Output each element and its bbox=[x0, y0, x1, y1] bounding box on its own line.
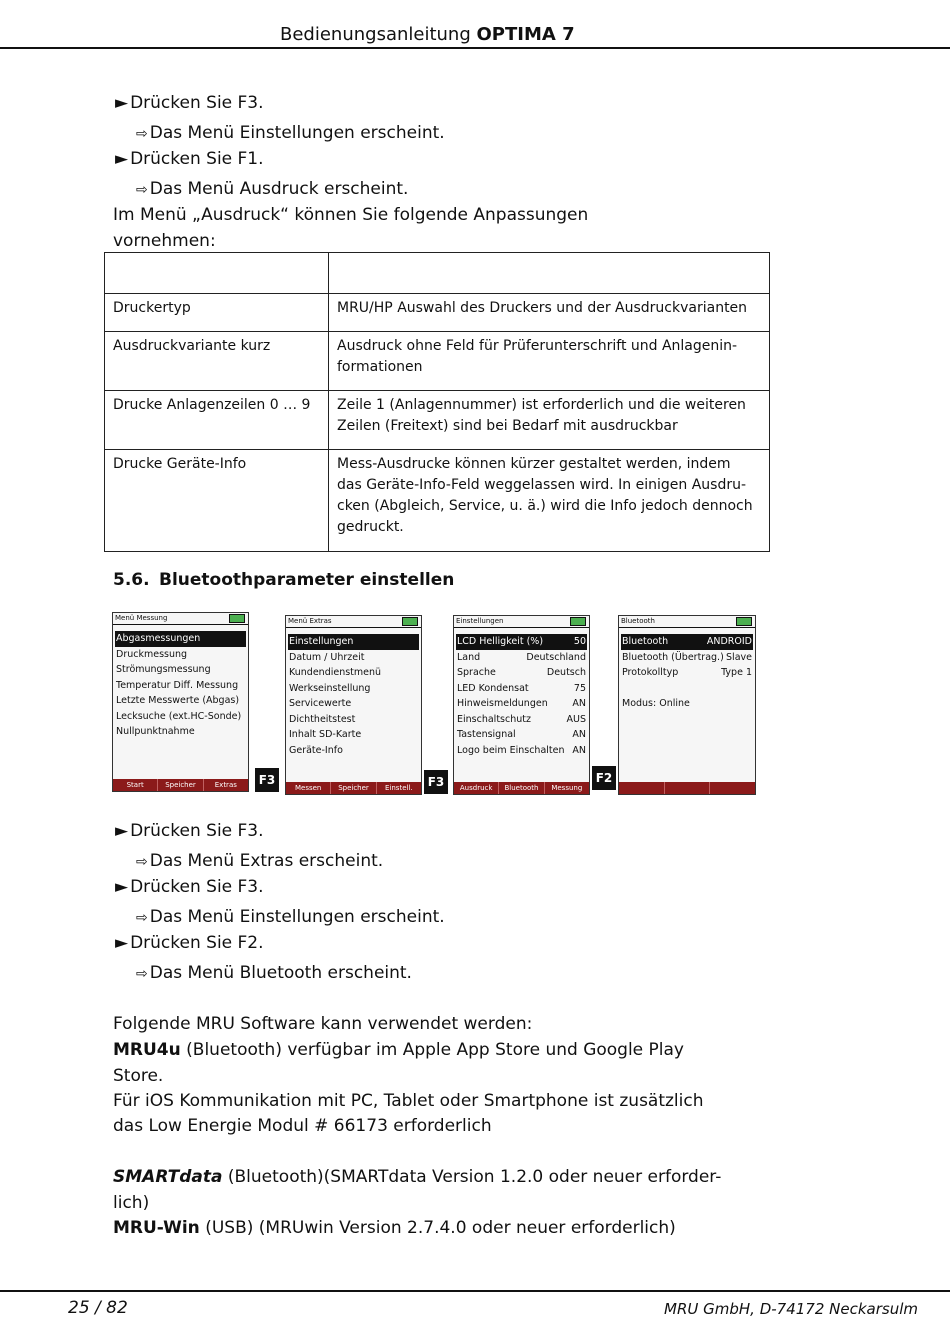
software-ios-line: das Low Energie Modul # 66173 erforderlich bbox=[113, 1116, 492, 1136]
screen-menu-item[interactable]: Sprache Deutsch bbox=[457, 667, 586, 678]
table-header-row bbox=[105, 253, 770, 294]
screen-menu-item[interactable]: Datum / Uhrzeit bbox=[289, 651, 365, 663]
softkey-einstell[interactable]: Einstell. bbox=[376, 782, 421, 794]
softkey-messen[interactable]: Messen bbox=[294, 784, 322, 792]
software-ios-line: Für iOS Kommunikation mit PC, Tablet oder Smartphone ist zusätzlich bbox=[113, 1091, 704, 1111]
table-header-cell bbox=[329, 253, 770, 294]
softkey-bar bbox=[454, 782, 589, 794]
arrow-right-icon: ► bbox=[115, 149, 129, 169]
screen-menu-list bbox=[456, 634, 587, 758]
software-intro: Folgende MRU Software kann verwendet werden: bbox=[113, 1014, 533, 1034]
intro-line: Im Menü „Ausdruck“ können Sie folgende Anpassungen bbox=[113, 205, 589, 225]
battery-icon bbox=[229, 614, 245, 623]
screen-menu-item[interactable]: Einschaltschutz AUS bbox=[457, 713, 586, 725]
hollow-arrow-icon: ⇨ bbox=[136, 854, 148, 870]
screen-divider bbox=[113, 624, 248, 625]
header-title bbox=[280, 24, 575, 45]
screen-status-item: Modus: Online bbox=[622, 698, 690, 709]
table-row bbox=[105, 332, 770, 391]
screen-menu-list bbox=[621, 634, 753, 712]
f3-key-badge: F3 bbox=[424, 770, 448, 794]
battery-icon bbox=[736, 617, 752, 626]
screen-menu-item[interactable]: Strömungsmessung bbox=[116, 664, 211, 675]
intro-line: vornehmen: bbox=[113, 231, 216, 251]
step-result: ⇨ Das Menü Einstellungen erscheint. bbox=[136, 123, 445, 143]
softkey-empty[interactable] bbox=[619, 782, 664, 794]
arrow-right-icon: ► bbox=[115, 933, 129, 953]
param-name: Drucke Anlagenzeilen 0 … 9 bbox=[105, 391, 329, 450]
section-number: 5.6. bbox=[113, 570, 150, 590]
screen-menu-item[interactable]: Dichtheitstest bbox=[289, 713, 356, 725]
screen-menu-list bbox=[115, 631, 246, 740]
screen-menu-item bbox=[621, 681, 753, 697]
step-action: ► Drücken Sie F2. bbox=[115, 933, 264, 953]
screen-menu-item[interactable]: Tastensignal AN bbox=[457, 729, 586, 740]
step-result: ⇨ Das Menü Extras erscheint. bbox=[136, 851, 384, 871]
screen-menu-item[interactable]: Druckmessung bbox=[116, 648, 188, 660]
softkey-ausdruck[interactable]: Ausdruck bbox=[459, 784, 493, 792]
arrow-right-icon: ► bbox=[115, 821, 129, 841]
param-desc: MRU/HP Auswahl des Druckers und der Ausdruckvarianten bbox=[329, 294, 770, 332]
softkey-bar bbox=[619, 782, 755, 794]
screen-menu-list bbox=[288, 634, 419, 758]
software-mru4u: MRU4u (Bluetooth) verfügbar im Apple App Store und Google Play bbox=[113, 1040, 684, 1060]
header-title-product: OPTIMA 7 bbox=[476, 24, 575, 45]
softkey-extras[interactable]: Extras bbox=[203, 779, 248, 791]
param-name: Drucke Geräte-Info bbox=[105, 450, 329, 552]
step-result: ⇨ Das Menü Einstellungen erscheint. bbox=[136, 907, 445, 927]
battery-icon bbox=[570, 617, 586, 626]
softkey-speicher[interactable]: Speicher bbox=[157, 779, 202, 791]
table-row bbox=[105, 294, 770, 332]
param-desc: Mess-Ausdrucke können kürzer gestaltet werden, indem das Geräte-Info-Feld weggelassen wird. In einigen Ausdru- cken (Abgleich, Service, u. ä.) wird die Info jedoch dennoch gedruckt. bbox=[329, 450, 770, 552]
softkey-empty[interactable] bbox=[709, 782, 755, 794]
screen-menu-item[interactable]: LED Kondensat 75 bbox=[457, 682, 586, 694]
param-desc: Ausdruck ohne Feld für Prüferunterschrift und Anlagenin- formationen bbox=[329, 332, 770, 391]
screen-menu-item[interactable]: LCD Helligkeit (%) 50 bbox=[456, 634, 587, 650]
step-result: ⇨ Das Menü Ausdruck erscheint. bbox=[136, 179, 409, 199]
softkey-bar bbox=[286, 782, 421, 794]
screen-menu-item[interactable]: Hinweismeldungen AN bbox=[457, 698, 586, 709]
device-screen-einstellungen bbox=[453, 615, 590, 795]
param-name: Ausdruckvariante kurz bbox=[105, 332, 329, 391]
arrow-right-icon: ► bbox=[115, 93, 129, 113]
device-screen-bluetooth bbox=[618, 615, 756, 795]
hollow-arrow-icon: ⇨ bbox=[136, 910, 148, 926]
step-action: ► Drücken Sie F3. bbox=[115, 821, 264, 841]
header-rule bbox=[0, 47, 950, 49]
device-screen-messung bbox=[112, 612, 249, 792]
section-title: Bluetoothparameter einstellen bbox=[159, 570, 455, 590]
screen-divider bbox=[286, 627, 421, 628]
f2-key-badge: F2 bbox=[592, 766, 616, 790]
battery-icon bbox=[402, 617, 418, 626]
table-row bbox=[105, 391, 770, 450]
footer-rule bbox=[0, 1290, 950, 1292]
softkey-empty[interactable] bbox=[664, 782, 710, 794]
screen-menu-item[interactable]: Lecksuche (ext.HC-Sonde) bbox=[116, 710, 242, 722]
hollow-arrow-icon: ⇨ bbox=[136, 182, 148, 198]
hollow-arrow-icon: ⇨ bbox=[136, 126, 148, 142]
software-smartdata: SMARTdata (Bluetooth)(SMARTdata Version 1.2.0 oder neuer erforder- bbox=[113, 1167, 722, 1187]
softkey-bluetooth[interactable]: Bluetooth bbox=[498, 782, 543, 794]
screen-divider bbox=[454, 627, 589, 628]
softkey-messung[interactable]: Messung bbox=[544, 782, 589, 794]
softkey-speicher[interactable]: Speicher bbox=[330, 782, 375, 794]
screen-menu-item[interactable]: Werkseinstellung bbox=[289, 682, 371, 694]
section-heading bbox=[113, 570, 454, 590]
parameter-table bbox=[104, 252, 770, 552]
table-header-cell bbox=[105, 253, 329, 294]
software-mruwin: MRU-Win (USB) (MRUwin Version 2.7.4.0 oder neuer erforderlich) bbox=[113, 1218, 676, 1238]
step-action: ► Drücken Sie F3. bbox=[115, 93, 264, 113]
screen-menu-item[interactable]: Letzte Messwerte (Abgas) bbox=[116, 695, 240, 706]
software-mru4u-cont: Store. bbox=[113, 1066, 164, 1086]
screen-menu-item[interactable]: Abgasmessungen bbox=[115, 631, 246, 647]
screen-title: Einstellungen bbox=[456, 617, 504, 625]
device-screen-extras bbox=[285, 615, 422, 795]
softkey-bar bbox=[113, 779, 248, 791]
f3-key-badge: F3 bbox=[255, 768, 279, 792]
arrow-right-icon: ► bbox=[115, 877, 129, 897]
header-title-text: Bedienungsanleitung bbox=[280, 24, 477, 45]
table-row bbox=[105, 450, 770, 552]
screen-title: Menü Extras bbox=[288, 617, 332, 625]
step-action: ► Drücken Sie F1. bbox=[115, 149, 264, 169]
software-smartdata-cont: lich) bbox=[113, 1193, 150, 1213]
hollow-arrow-icon: ⇨ bbox=[136, 966, 148, 982]
step-result: ⇨ Das Menü Bluetooth erscheint. bbox=[136, 963, 412, 983]
screen-title: Bluetooth bbox=[621, 617, 655, 625]
screen-menu-item[interactable]: Nullpunktnahme bbox=[116, 726, 195, 737]
screen-menu-item[interactable]: Bluetooth ANDROID bbox=[621, 634, 753, 650]
screen-divider bbox=[619, 627, 755, 628]
footer-company: MRU GmbH, D-74172 Neckarsulm bbox=[664, 1300, 918, 1318]
screen-menu-item[interactable]: Land Deutschland bbox=[457, 651, 586, 663]
screen-menu-item[interactable]: Inhalt SD-Karte bbox=[289, 729, 362, 740]
screen-menu-item[interactable]: Geräte-Info bbox=[289, 744, 343, 756]
step-action: ► Drücken Sie F3. bbox=[115, 877, 264, 897]
screen-menu-item[interactable]: Servicewerte bbox=[289, 698, 352, 709]
screen-menu-item[interactable]: Kundendienstmenü bbox=[289, 667, 382, 678]
screen-menu-item[interactable]: Temperatur Diff. Messung bbox=[116, 679, 239, 691]
page-number: 25 / 82 bbox=[68, 1298, 128, 1318]
param-name: Druckertyp bbox=[105, 294, 329, 332]
screen-menu-item[interactable]: Bluetooth (Übertrag.) Slave bbox=[622, 651, 752, 663]
screen-title: Menü Messung bbox=[115, 614, 168, 622]
softkey-start[interactable]: Start bbox=[126, 781, 144, 789]
screen-menu-item[interactable]: Protokolltyp Type 1 bbox=[622, 667, 752, 678]
screen-menu-item[interactable]: Logo beim Einschalten AN bbox=[457, 744, 586, 756]
screen-menu-item[interactable]: Einstellungen bbox=[288, 634, 419, 650]
param-desc: Zeile 1 (Anlagennummer) ist erforderlich und die weiteren Zeilen (Freitext) sind bei Bedarf mit ausdruckbar bbox=[329, 391, 770, 450]
